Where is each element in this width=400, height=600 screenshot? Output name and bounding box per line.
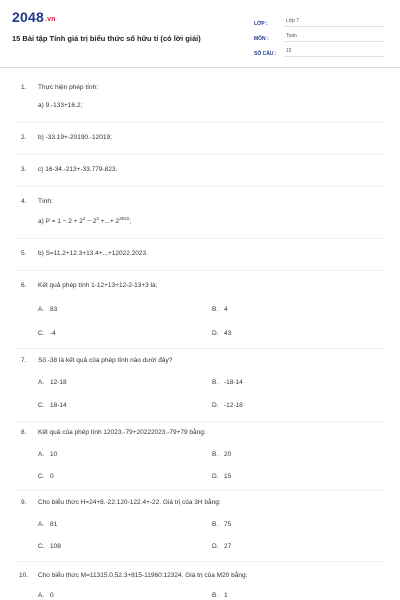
option-d[interactable] [212, 473, 231, 480]
option-a[interactable] [38, 521, 57, 528]
divider [14, 561, 386, 562]
question-number: 7. [21, 357, 27, 364]
divider [14, 490, 386, 491]
formula-exponent: 2 [82, 216, 86, 221]
document-title: 15 Bài tập Tính giá trị biểu thức số hữu tỉ (có lời giải) [12, 34, 201, 43]
option-value: -12-18 [224, 402, 243, 409]
option-d[interactable] [212, 330, 231, 337]
option-letter: A. [38, 592, 45, 599]
question-text: Cho biểu thức M=11315.0,52.3+815-11960:12324. Giá trị của M20 bằng: [38, 572, 248, 579]
question-number: 10. [19, 572, 29, 579]
option-c[interactable] [38, 402, 67, 409]
option-value: 0 [50, 592, 54, 599]
question-text: Kết quả phép tính 1-12+13+12-2-13+3 là: [38, 282, 158, 289]
meta-value: 15 [284, 48, 384, 57]
option-value: 18-14 [50, 402, 67, 409]
question-number: 5. [21, 250, 27, 257]
option-letter: A. [38, 451, 45, 458]
option-value: 83 [50, 306, 58, 313]
option-letter: D. [212, 473, 219, 480]
divider [14, 421, 386, 422]
divider [14, 154, 386, 155]
question-text: c) 16-34.-213+-33.779-823. [38, 166, 118, 173]
question-text: Kết quả của phép tính 12023.-79+20222023.-79+79 bằng: [38, 429, 206, 436]
formula-part: − 2 [85, 218, 97, 225]
question-text: Thực hiện phép tính: [38, 84, 99, 91]
option-c[interactable] [38, 473, 54, 480]
question-text: Tính: [38, 198, 53, 205]
meta-label: SỐ CÂU : [254, 51, 277, 57]
option-d[interactable] [212, 402, 243, 409]
option-letter: B. [212, 379, 219, 386]
worksheet-header [0, 0, 400, 68]
meta-label: MÔN : [254, 36, 269, 42]
divider [14, 348, 386, 349]
option-b[interactable] [212, 451, 231, 458]
option-value: 108 [50, 543, 61, 550]
meta-box [254, 12, 384, 57]
logo-suffix: .vn [44, 16, 56, 23]
option-c[interactable] [38, 543, 61, 550]
question-number: 2. [21, 134, 27, 141]
option-letter: B. [212, 592, 219, 599]
option-b[interactable] [212, 592, 228, 599]
option-a[interactable] [38, 379, 67, 386]
question-number: 9. [21, 499, 27, 506]
formula-part: a) P = 1 − 2 + 2 [38, 218, 83, 225]
divider [14, 122, 386, 123]
site-logo[interactable] [12, 9, 56, 25]
option-value: 0 [50, 473, 54, 480]
option-letter: D. [212, 330, 219, 337]
option-value: 10 [50, 451, 58, 458]
option-b[interactable] [212, 306, 228, 313]
option-value: 15 [224, 473, 232, 480]
logo-main: 2048 [12, 9, 44, 25]
meta-row-class [254, 12, 384, 27]
option-a[interactable] [38, 306, 57, 313]
option-letter: C. [38, 473, 45, 480]
formula-part: +...+ 2 [98, 218, 120, 225]
option-value: 75 [224, 521, 232, 528]
question-subpart: a) 9.-133+16.2; [38, 102, 83, 109]
option-value: 4 [224, 306, 228, 313]
option-letter: D. [212, 543, 219, 550]
question-number: 1. [21, 84, 27, 91]
option-letter: A. [38, 379, 45, 386]
formula-part: ; [129, 218, 132, 225]
option-a[interactable] [38, 451, 57, 458]
option-b[interactable] [212, 379, 243, 386]
option-letter: B. [212, 521, 219, 528]
option-letter: C. [38, 402, 45, 409]
question-number: 6. [21, 282, 27, 289]
option-letter: A. [38, 306, 45, 313]
option-letter: B. [212, 451, 219, 458]
option-letter: C. [38, 330, 45, 337]
meta-label: LỚP : [254, 21, 268, 27]
question-text: Số -38 là kết quả của phép tính nào dưới đây? [38, 357, 173, 364]
formula-exponent: 3 [96, 216, 99, 221]
meta-value: Lớp 7 [284, 18, 384, 27]
meta-row-subject [254, 27, 384, 42]
option-value: 81 [50, 521, 58, 528]
option-c[interactable] [38, 330, 56, 337]
option-a[interactable] [38, 592, 54, 599]
question-text: Cho biểu thức H=24+8.-22:120-122.4+-22. Giá trị của 3H bằng: [38, 499, 221, 506]
meta-value: Toán [284, 33, 384, 42]
option-value: -4 [50, 330, 56, 337]
option-letter: C. [38, 543, 45, 550]
question-subpart-formula [38, 216, 131, 225]
option-b[interactable] [212, 521, 231, 528]
option-letter: A. [38, 521, 45, 528]
option-value: 12-18 [50, 379, 67, 386]
option-letter: B. [212, 306, 219, 313]
question-number: 4. [21, 198, 27, 205]
question-number: 3. [21, 166, 27, 173]
question-number: 8. [21, 429, 27, 436]
divider [14, 270, 386, 271]
option-d[interactable] [212, 543, 231, 550]
question-text: b) S=11.2+12.3+13.4+...+12022.2023. [38, 250, 148, 257]
option-value: 43 [224, 330, 232, 337]
formula-exponent: 2022 [119, 216, 130, 221]
option-letter: D. [212, 402, 219, 409]
option-value: 27 [224, 543, 232, 550]
option-value: 1 [224, 592, 228, 599]
meta-row-count [254, 42, 384, 57]
divider [14, 186, 386, 187]
divider [14, 238, 386, 239]
option-value: 20 [224, 451, 232, 458]
question-text: b) -33.19+-20190.-12019; [38, 134, 112, 141]
option-value: -18-14 [224, 379, 243, 386]
